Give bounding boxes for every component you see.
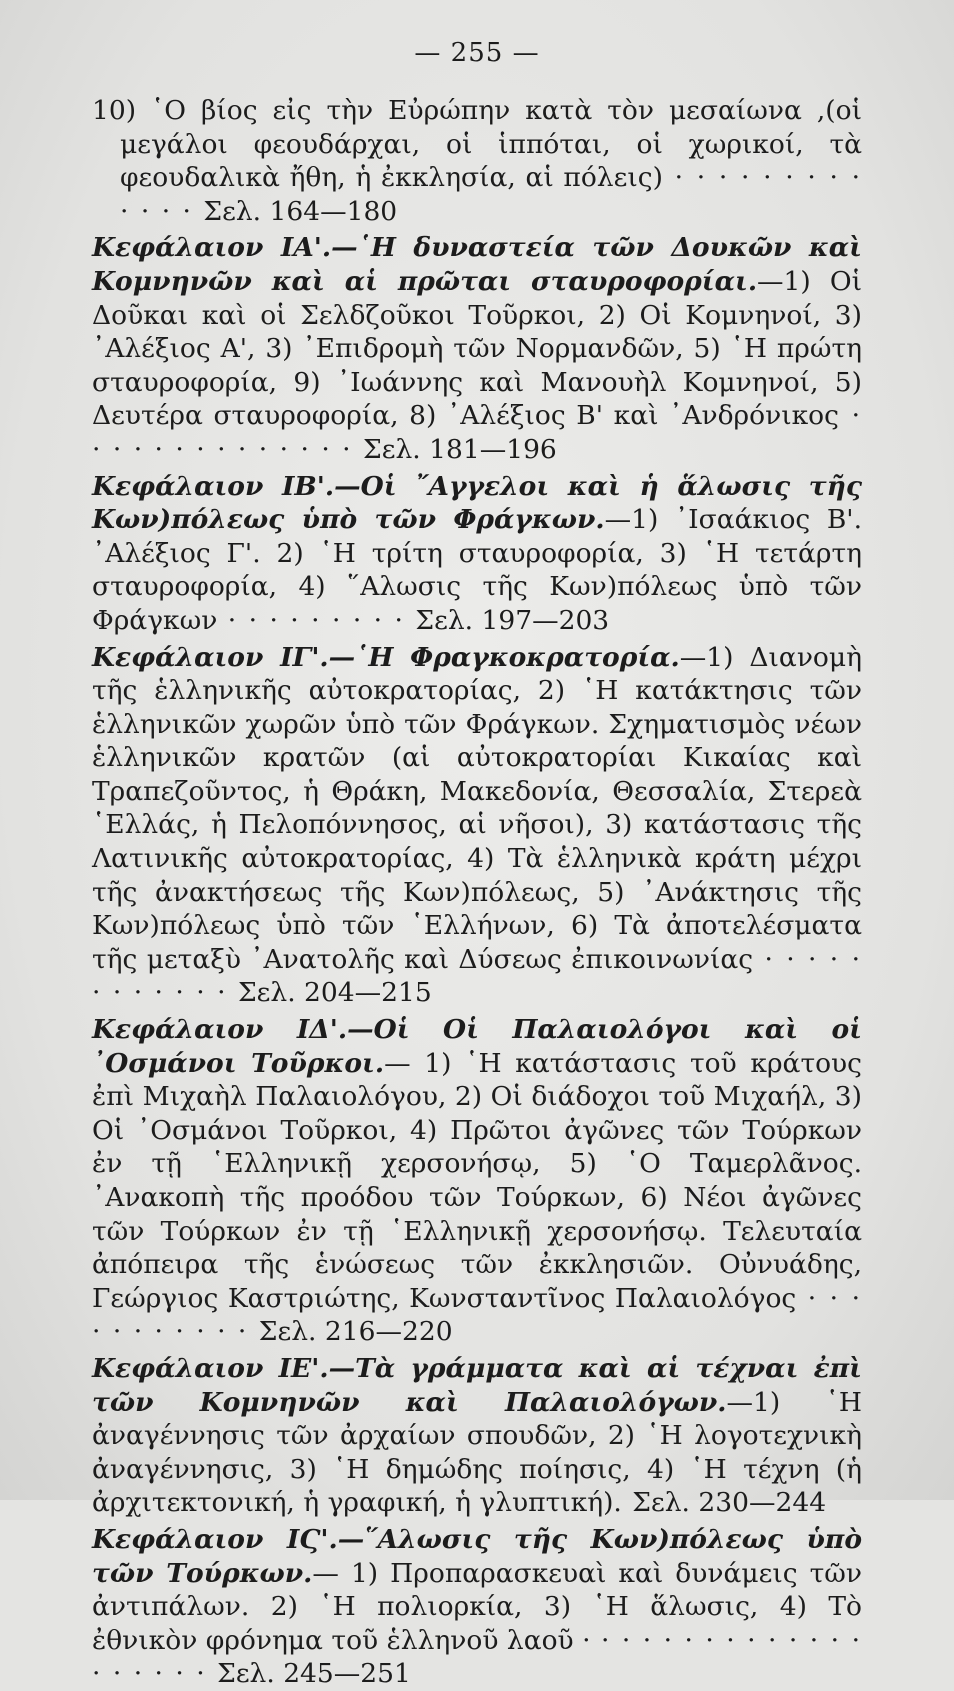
- page-range: Σελ. 197—203: [415, 604, 610, 636]
- dot-leader: · · · · · · · · · · · ·: [92, 943, 862, 1009]
- entry-body: —1) Οἱ Δοῦκαι καὶ οἱ Σελδζοῦκοι Τοῦρκοι, 2) Οἱ Κομνηνοί, 3) ᾿Αλέξιος Α', 3) ᾿Επιδρομὴ τῶν Νορμανδῶν, 5) ῾Η πρώτη σταυροφορία, 9) ᾿Ιωάννης καὶ Μανουὴλ Κομνηνοί, 5) Δευτέρα σταυροφορία, 8) ᾿Αλέξιος Β' καὶ ᾿Ανδρόνικος: [92, 265, 862, 432]
- page-range: Σελ. 245—251: [217, 1658, 411, 1690]
- dot-leader: [622, 1487, 632, 1518]
- entry-body: —1) ῾Η ἀναγέννησις τῶν ἀρχαίων σπουδῶν, 2) ῾Η λογοτεχνικὴ ἀναγέννησις, 3) ῾Η δημώδης ποίησις, 4) ῾Η τέχνη (ἡ ἀρχιτεκτονική, ἡ γραφική, ἡ γλυπτική).: [92, 1386, 863, 1519]
- page-range: Σελ. 230—244: [632, 1487, 827, 1519]
- chapter-heading: Κεφάλαιον ΙΓ'.—῾Η Φραγκοκρατορία.: [92, 641, 680, 673]
- page-range: Σελ. 181—196: [363, 433, 557, 465]
- entry-body: — 1) ῾Η κατάστασις τοῦ κράτους ἐπὶ Μιχαὴλ Παλαιολόγου, 2) Οἱ διάδοχοι τοῦ Μιχαήλ, 3) Οἱ ᾿Οσμάνοι Τοῦρκοι, 4) Πρῶτοι ἀγῶνες τῶν Τούρκων ἐν τῇ ῾Ελληνικῇ χερσονήσῳ, 5) ῾Ο Ταμερλᾶνος. ᾿Ανακοπὴ τῆς προόδου τῶν Τούρκων, 6) Νέοι ἀγῶνες τῶν Τούρκων ἐν τῇ ῾Ελληνικῇ χερσονήσῳ. Τελευταία ἀπόπειρα τῆς ἑνώσεως τῶν ἐκκλησιῶν. Οὐνυάδης, Γεώργιος Καστριώτης, Κωνσταντῖνος Παλαιολόγος: [92, 1047, 863, 1314]
- toc-entry-chapter-12: [92, 470, 862, 638]
- entry-body: —1) ᾿Ισαάκιος Β'. ᾿Αλέξιος Γ'. 2) ῾Η τρίτη σταυροφορία, 3) ῾Η τετάρτη σταυροφορία, 4) ῞Αλωσις τῆς Κων)πόλεως ὑπὸ τῶν Φράγκων: [92, 504, 862, 636]
- toc-entry-chapter-14: [92, 1013, 862, 1349]
- dot-leader: · · · · · · · · · · · · · ·: [92, 400, 862, 465]
- chapter-heading: Κεφάλαιον ΙΕ'.—Τὰ γράμματα καὶ αἱ τέχναι ἐπὶ τῶν Κομνηνῶν καὶ Παλαιολόγων.: [92, 1352, 862, 1418]
- dot-leader: · · · · · · · · · · · · ·: [120, 162, 862, 227]
- chapter-heading: Κεφάλαιον ΙϚ'.—῞Αλωσις τῆς Κων)πόλεως ὑπὸ τῶν Τούρκων.: [92, 1523, 862, 1589]
- chapter-heading: Κεφάλαιον ΙΒ'.—Οἱ ῎Αγγελοι καὶ ἡ ἅλωσις τῆς Κων)πόλεως ὑπὸ τῶν Φράγκων.: [92, 470, 862, 536]
- page-range: Σελ. 216—220: [258, 1316, 453, 1348]
- chapter-heading: Κεφάλαιον ΙΑ'.—῾Η δυναστεία τῶν Δουκῶν καὶ Κομνηνῶν καὶ αἱ πρῶται σταυροφορίαι.: [92, 232, 862, 297]
- page-number: — 255 —: [414, 38, 540, 68]
- dot-leader: · · · · · · · · · · · · · · · · · · ·: [92, 1624, 862, 1690]
- toc-entry-10: [92, 94, 862, 228]
- dot-leader: · · · · · · · · · · ·: [92, 1282, 862, 1348]
- chapter-heading: Κεφάλαιον ΙΔ'.—Οἱ Οἱ Παλαιολόγοι καὶ οἱ ᾿Οσμάνοι Τοῦρκοι.: [92, 1014, 862, 1079]
- page-range: Σελ. 164—180: [203, 195, 398, 227]
- toc-entry-chapter-15: [92, 1352, 862, 1520]
- dot-leader: · · · · · · · · ·: [217, 604, 416, 636]
- entry-body: — 1) Προπαρασκευαὶ καὶ δυνάμεις τῶν ἀντιπάλων. 2) ῾Η πολιορκία, 3) ῾Η ἅλωσις, 4) Τὸ ἐθνικὸν φρόνημα τοῦ ἑλληνοῦ λαοῦ ·: [92, 1557, 862, 1656]
- toc-entry-chapter-11: [92, 231, 862, 466]
- entry-body: 10) ῾Ο βίος εἰς τὴν Εὐρώπην κατὰ τὸν μεσαίωνα ,(οἱ μεγάλοι φεουδάρχαι, οἱ ἱππόται, οἱ χωρικοί, τὰ φεουδαλικὰ ἤθη, ἡ ἐκκλησία, αἱ πόλεις): [92, 95, 862, 194]
- entry-body: —1) Διανομὴ τῆς ἑλληνικῆς αὐτοκρατορίας, 2) ῾Η κατάκτησις τῶν ἑλληνικῶν χωρῶν ὑπὸ τῶν Φράγκων. Σχηματισμὸς νέων ἑλληνικῶν κρατῶν (αἱ αὐτοκρατορίαι Κικαίας καὶ Τραπεζοῦντος, ἡ Θράκη, Μακεδονία, Θεσσαλία, Στερεὰ ῾Ελλάς, ἡ Πελοπόννησος, αἱ νῆσοι), 3) κατάστασις τῆς Λατινικῆς αὐτοκρατορίας, 4) Τὰ ἑλληνικὰ κράτη μέχρι τῆς ἀνακτήσεως τῆς Κων)πόλεως, 5) ᾿Ανάκτησις τῆς Κων)πόλεως ὑπὸ τῶν ῾Ελλήνων, 6) Τὰ ἀποτελέσματα τῆς μεταξὺ ᾿Ανατολῆς καὶ Δύσεως ἐπικοινωνίας: [92, 641, 862, 975]
- toc-entry-chapter-16: [92, 1523, 862, 1691]
- page-range: Σελ. 204—215: [237, 977, 432, 1009]
- toc-entry-chapter-13: [92, 641, 862, 1011]
